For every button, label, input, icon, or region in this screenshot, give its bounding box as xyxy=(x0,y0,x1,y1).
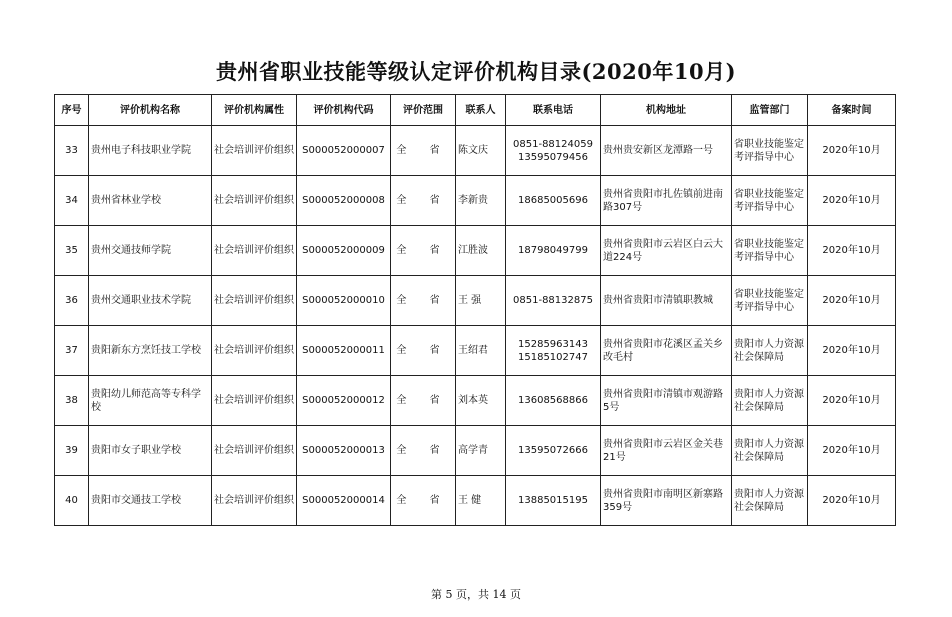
header-name: 评价机构名称 xyxy=(89,95,212,126)
table-row xyxy=(55,226,896,276)
cell-phone: 13608568866 xyxy=(506,376,601,426)
cell-index: 39 xyxy=(55,426,89,476)
cell-code: S000052000009 xyxy=(297,226,391,276)
cell-contact: 江胜波 xyxy=(456,226,506,276)
cell-index: 37 xyxy=(55,326,89,376)
cell-index: 35 xyxy=(55,226,89,276)
cell-address: 贵州省贵阳市清镇市观游路5号 xyxy=(601,376,732,426)
document-title: 贵州省职业技能等级认定评价机构目录(2020年10月) xyxy=(215,59,737,84)
cell-address: 贵州省贵阳市清镇职教城 xyxy=(601,276,732,326)
header-scope: 评价范围 xyxy=(391,95,456,126)
cell-department: 贵阳市人力资源社会保障局 xyxy=(732,426,808,476)
cell-department: 贵阳市人力资源社会保障局 xyxy=(732,326,808,376)
cell-index: 38 xyxy=(55,376,89,426)
table-row xyxy=(55,326,896,376)
cell-attribute: 社会培训评价组织 xyxy=(212,226,297,276)
cell-contact: 刘本英 xyxy=(456,376,506,426)
cell-scope: 全 省 xyxy=(391,376,456,426)
cell-attribute: 社会培训评价组织 xyxy=(212,326,297,376)
cell-contact: 陈文庆 xyxy=(456,126,506,176)
cell-code: S000052000012 xyxy=(297,376,391,426)
cell-scope: 全 省 xyxy=(391,276,456,326)
table-row xyxy=(55,276,896,326)
cell-name: 贵州电子科技职业学院 xyxy=(89,126,212,176)
cell-contact: 李新贵 xyxy=(456,176,506,226)
cell-address: 贵州省贵阳市南明区新寨路359号 xyxy=(601,476,732,526)
header-department: 监管部门 xyxy=(732,95,808,126)
cell-contact: 王 强 xyxy=(456,276,506,326)
cell-name: 贵州交通技师学院 xyxy=(89,226,212,276)
cell-scope: 全 省 xyxy=(391,226,456,276)
header-phone: 联系电话 xyxy=(506,95,601,126)
cell-index: 36 xyxy=(55,276,89,326)
table-row xyxy=(55,376,896,426)
cell-address: 贵州贵安新区龙潭路一号 xyxy=(601,126,732,176)
cell-department: 贵阳市人力资源社会保障局 xyxy=(732,476,808,526)
header-contact: 联系人 xyxy=(456,95,506,126)
cell-phone: 0851-88132875 xyxy=(506,276,601,326)
cell-phone: 18685005696 xyxy=(506,176,601,226)
institution-table xyxy=(54,94,896,526)
cell-date: 2020年10月 xyxy=(808,226,896,276)
cell-department: 省职业技能鉴定考评指导中心 xyxy=(732,176,808,226)
cell-attribute: 社会培训评价组织 xyxy=(212,276,297,326)
cell-name: 贵阳市女子职业学校 xyxy=(89,426,212,476)
cell-phone: 13885015195 xyxy=(506,476,601,526)
cell-address: 贵州省贵阳市扎佐镇前进南路307号 xyxy=(601,176,732,226)
cell-phone: 0851-88124059 13595079456 xyxy=(506,126,601,176)
cell-contact: 王 健 xyxy=(456,476,506,526)
header-index: 序号 xyxy=(55,95,89,126)
table-row xyxy=(55,176,896,226)
cell-index: 34 xyxy=(55,176,89,226)
cell-phone: 13595072666 xyxy=(506,426,601,476)
cell-contact: 高学青 xyxy=(456,426,506,476)
header-row xyxy=(55,95,896,126)
cell-address: 贵州省贵阳市云岩区金关巷21号 xyxy=(601,426,732,476)
cell-index: 33 xyxy=(55,126,89,176)
cell-address: 贵州省贵阳市云岩区白云大道224号 xyxy=(601,226,732,276)
cell-code: S000052000013 xyxy=(297,426,391,476)
cell-name: 贵阳新东方烹饪技工学校 xyxy=(89,326,212,376)
cell-date: 2020年10月 xyxy=(808,426,896,476)
table-row xyxy=(55,476,896,526)
cell-name: 贵州交通职业技术学院 xyxy=(89,276,212,326)
cell-department: 省职业技能鉴定考评指导中心 xyxy=(732,126,808,176)
cell-department: 贵阳市人力资源社会保障局 xyxy=(732,376,808,426)
cell-attribute: 社会培训评价组织 xyxy=(212,376,297,426)
cell-code: S000052000014 xyxy=(297,476,391,526)
cell-date: 2020年10月 xyxy=(808,176,896,226)
cell-attribute: 社会培训评价组织 xyxy=(212,176,297,226)
cell-attribute: 社会培训评价组织 xyxy=(212,426,297,476)
page-footer: 第 5 页，共 14 页 xyxy=(431,588,521,601)
header-date: 备案时间 xyxy=(808,95,896,126)
cell-scope: 全 省 xyxy=(391,126,456,176)
cell-name: 贵阳市交通技工学校 xyxy=(89,476,212,526)
cell-name: 贵州省林业学校 xyxy=(89,176,212,226)
cell-department: 省职业技能鉴定考评指导中心 xyxy=(732,276,808,326)
cell-code: S000052000007 xyxy=(297,126,391,176)
cell-date: 2020年10月 xyxy=(808,276,896,326)
cell-scope: 全 省 xyxy=(391,326,456,376)
cell-code: S000052000011 xyxy=(297,326,391,376)
cell-scope: 全 省 xyxy=(391,426,456,476)
cell-phone: 18798049799 xyxy=(506,226,601,276)
cell-phone: 15285963143 15185102747 xyxy=(506,326,601,376)
header-address: 机构地址 xyxy=(601,95,732,126)
cell-name: 贵阳幼儿师范高等专科学校 xyxy=(89,376,212,426)
cell-scope: 全 省 xyxy=(391,476,456,526)
cell-date: 2020年10月 xyxy=(808,126,896,176)
cell-index: 40 xyxy=(55,476,89,526)
cell-code: S000052000010 xyxy=(297,276,391,326)
cell-contact: 王绍君 xyxy=(456,326,506,376)
cell-date: 2020年10月 xyxy=(808,326,896,376)
table-row xyxy=(55,126,896,176)
cell-attribute: 社会培训评价组织 xyxy=(212,476,297,526)
cell-date: 2020年10月 xyxy=(808,476,896,526)
cell-date: 2020年10月 xyxy=(808,376,896,426)
header-code: 评价机构代码 xyxy=(297,95,391,126)
cell-scope: 全 省 xyxy=(391,176,456,226)
cell-department: 省职业技能鉴定考评指导中心 xyxy=(732,226,808,276)
cell-attribute: 社会培训评价组织 xyxy=(212,126,297,176)
table-row xyxy=(55,426,896,476)
cell-address: 贵州省贵阳市花溪区孟关乡改毛村 xyxy=(601,326,732,376)
header-attribute: 评价机构属性 xyxy=(212,95,297,126)
cell-code: S000052000008 xyxy=(297,176,391,226)
